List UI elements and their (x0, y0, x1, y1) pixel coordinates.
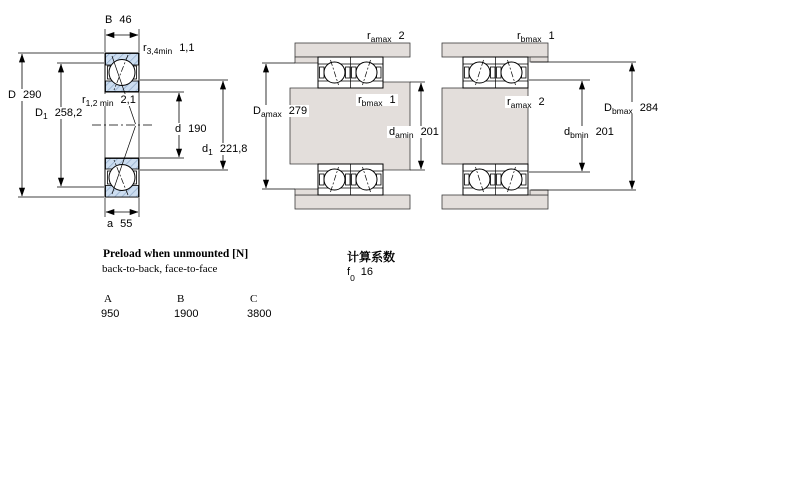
dim-label-d: d 190 (175, 123, 207, 135)
preload-title: Preload when unmounted [N] (103, 248, 249, 260)
preload-column-C: C (250, 293, 258, 305)
f0-factor: $f_0$ 16 (347, 266, 374, 283)
dim-label-rbmax-right: $r_{bmax}$ 1 (517, 30, 555, 44)
dim-label-r12min: $r_{1,2 min}$ 2,1 (82, 94, 136, 108)
calculation-factors-title: 计算系数 (347, 250, 396, 264)
dim-label-damin: $d_{amin}$ 201 (389, 126, 439, 140)
dim-label-D1: $D_1$ 258,2 (35, 107, 83, 121)
dim-label-a: a 55 (107, 218, 133, 230)
dim-label-r34min: $r_{3,4min}$ 1,1 (143, 42, 195, 56)
preload-value-B: 1900 (174, 308, 199, 320)
preload-subtitle: back-to-back, face-to-face (102, 263, 218, 275)
dim-label-ramax-right: $r_{amax}$ 2 (507, 96, 545, 110)
dim-label-dbmin: $d_{bmin}$ 201 (564, 126, 614, 140)
dim-label-B: B 46 (105, 14, 132, 26)
preload-column-B: B (177, 293, 185, 305)
dim-label-Dbmax: $D_{bmax}$ 284 (604, 102, 659, 116)
preload-value-C: 3800 (247, 308, 272, 320)
dim-label-rbmax-middle: $r_{bmax}$ 1 (358, 94, 396, 108)
preload-column-A: A (104, 293, 112, 305)
dim-label-D: D 290 (8, 89, 42, 101)
dim-label-Damax: $D_{amax}$ 279 (253, 105, 308, 119)
dim-label-ramax-middle: $r_{amax}$ 2 (367, 30, 405, 44)
preload-value-A: 950 (101, 308, 120, 320)
preload-table (101, 293, 320, 320)
dim-label-d1: $d_1$ 221,8 (202, 143, 248, 157)
